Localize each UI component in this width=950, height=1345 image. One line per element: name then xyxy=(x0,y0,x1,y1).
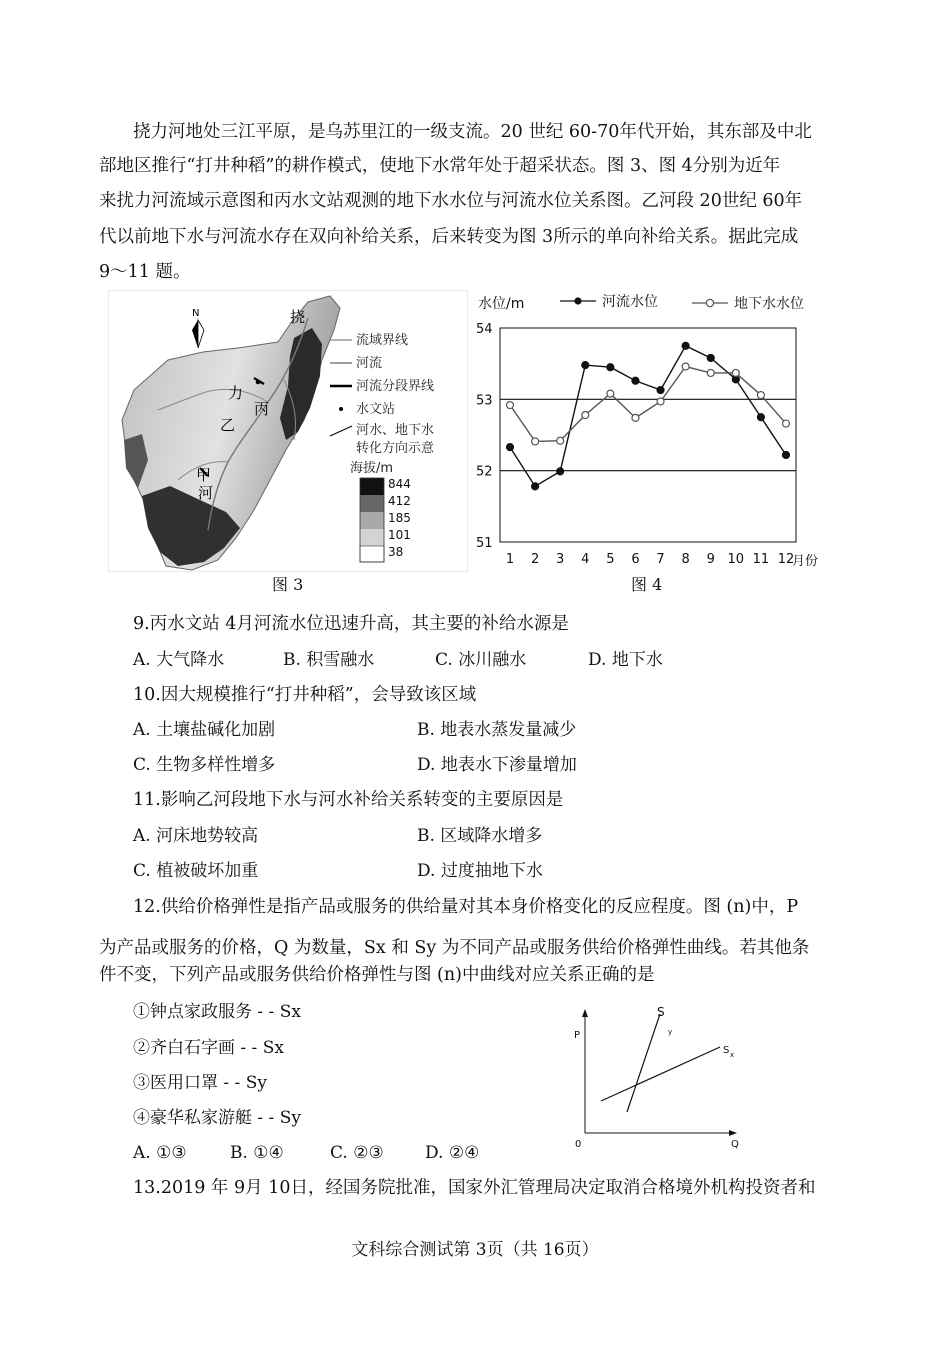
groundwater-point xyxy=(532,438,539,445)
river-point xyxy=(757,414,764,421)
river-point xyxy=(632,377,639,384)
sx-label: S xyxy=(723,1045,730,1056)
svg-text:水文站: 水文站 xyxy=(356,402,396,417)
river-point xyxy=(532,483,539,490)
svg-text:河流分段界线: 河流分段界线 xyxy=(356,379,435,394)
sx-subscript: x xyxy=(730,1051,735,1059)
chart-ylabel: 水位/m xyxy=(478,296,525,312)
q12-item-3: ③医用口罩 - - Sy xyxy=(133,1073,267,1093)
sy-label: S xyxy=(657,1005,665,1019)
river-point xyxy=(657,387,664,394)
label-he: 河 xyxy=(198,484,214,502)
label-li: 力 xyxy=(228,384,244,402)
figure4-chart xyxy=(468,290,830,572)
q12-stem-line-2: 为产品或服务的价格，Q 为数量，Sx 和 Sy 为不同产品或服务供给价格弹性曲线。若其他条 xyxy=(99,938,810,958)
x-tick-label: 11 xyxy=(752,552,770,567)
groundwater-point xyxy=(682,363,689,370)
q12-stem-line-1: 12.供给价格弹性是指产品或服务的供给量对其本身价格变化的反应程度。图 (n)中，P xyxy=(133,897,799,917)
passage-line-2: 部地区推行“打井种稻”的耕作模式，使地下水常年处于超采状态。图 3、图 4分别为近年 xyxy=(99,156,781,176)
page-footer: 文科综合测试第 3页（共 16页） xyxy=(351,1240,599,1260)
y-tick-label: 51 xyxy=(476,536,493,551)
x-tick-label: 2 xyxy=(530,552,540,567)
groundwater-point xyxy=(732,369,739,376)
q12-option-c[interactable]: C. ②③ xyxy=(330,1143,384,1163)
svg-text:844: 844 xyxy=(388,477,411,491)
groundwater-point xyxy=(707,369,714,376)
groundwater-point xyxy=(657,398,664,405)
passage-line-4: 代以前地下水与河流水存在双向补给关系，后来转变为图 3所示的单向补给关系。据此完成 xyxy=(99,227,799,247)
x-tick-label: 4 xyxy=(581,552,590,567)
q12-option-b[interactable]: B. ①④ xyxy=(230,1143,284,1163)
svg-text:412: 412 xyxy=(388,494,411,508)
hydro-station xyxy=(256,380,261,385)
y-tick-label: 54 xyxy=(476,322,493,337)
q12-item-4: ④豪华私家游艇 - - Sy xyxy=(133,1108,301,1128)
legend-ground: 地下水水位 xyxy=(734,296,804,312)
passage-line-3: 来扰力河流域示意图和丙水文站观测的地下水水位与河流水位关系图。乙河段 20世纪 60年 xyxy=(99,191,803,211)
label-yi: 乙 xyxy=(220,416,236,434)
groundwater-point xyxy=(607,390,614,397)
svg-text:流域界线: 流域界线 xyxy=(356,333,409,348)
q10-option-a[interactable]: A. 土壤盐碱化加剧 xyxy=(133,720,276,740)
sy-subscript: y xyxy=(668,1028,673,1036)
q12-option-d[interactable]: D. ②④ xyxy=(425,1143,480,1163)
q9-option-b[interactable]: B. 积雪融水 xyxy=(283,650,375,670)
svg-text:101: 101 xyxy=(388,528,411,542)
x-tick-label: 3 xyxy=(556,552,565,567)
q12-option-a[interactable]: A. ①③ xyxy=(133,1143,187,1163)
label-jia: 甲 xyxy=(196,466,212,484)
svg-text:河水、地下水: 河水、地下水 xyxy=(356,423,435,438)
q11-option-d[interactable]: D. 过度抽地下水 xyxy=(417,861,543,881)
groundwater-point xyxy=(507,402,514,409)
q10-option-b[interactable]: B. 地表水蒸发量减少 xyxy=(417,720,577,740)
figure3-caption: 图 3 xyxy=(272,575,304,594)
groundwater-point xyxy=(582,412,589,419)
q13-stem: 13.2019 年 9月 10日，经国务院批准，国家外汇管理局决定取消合格境外机构投资者和 xyxy=(133,1178,816,1198)
q11-stem: 11.影响乙河段地下水与河水补给关系转变的主要原因是 xyxy=(133,790,564,810)
svg-text:转化方向示意: 转化方向示意 xyxy=(356,441,435,456)
x-tick-label: 9 xyxy=(706,552,715,567)
river-point xyxy=(557,468,564,475)
q10-option-c[interactable]: C. 生物多样性增多 xyxy=(133,755,276,775)
river-point xyxy=(682,342,689,349)
passage-line-1: 挠力河地处三江平原，是乌苏里江的一级支流。20 世纪 60-70年代开始，其东部及中北 xyxy=(133,122,812,142)
origin-label: 0 xyxy=(575,1139,582,1150)
q11-option-b[interactable]: B. 区域降水增多 xyxy=(417,826,543,846)
q-label: Q xyxy=(731,1139,739,1150)
svg-text:185: 185 xyxy=(388,511,411,525)
y-tick-label: 53 xyxy=(476,393,493,409)
legend-river: 河流水位 xyxy=(602,294,658,310)
label-bing: 丙 xyxy=(254,400,270,418)
supply-elasticity-figure xyxy=(565,1005,755,1150)
river-point xyxy=(707,354,714,361)
chart-xunit: 月份 xyxy=(792,554,819,569)
svg-text:河流: 河流 xyxy=(356,356,383,371)
q10-option-d[interactable]: D. 地表水下渗量增加 xyxy=(417,755,577,775)
x-tick-label: 10 xyxy=(727,552,745,567)
q9-option-d[interactable]: D. 地下水 xyxy=(588,650,663,670)
river-point xyxy=(607,364,614,371)
groundwater-point xyxy=(557,437,564,444)
x-tick-label: 7 xyxy=(656,552,665,567)
figure4-caption: 图 4 xyxy=(631,575,663,594)
curve-sy xyxy=(627,1014,660,1112)
x-tick-label: 8 xyxy=(681,552,690,567)
q11-option-c[interactable]: C. 植被破坏加重 xyxy=(133,861,259,881)
y-tick-label: 52 xyxy=(476,464,493,480)
q12-item-1: ①钟点家政服务 - - Sx xyxy=(133,1002,301,1022)
groundwater-point xyxy=(757,392,764,399)
q9-stem: 9.丙水文站 4月河流水位迅速升高，其主要的补给水源是 xyxy=(133,614,569,634)
passage-line-5: 9～11 题。 xyxy=(99,262,191,282)
river-point xyxy=(507,444,514,451)
groundwater-point xyxy=(632,414,639,421)
svg-text:N: N xyxy=(192,308,200,319)
svg-text:38: 38 xyxy=(388,545,404,559)
x-tick-label: 5 xyxy=(606,552,615,567)
figure3-map xyxy=(108,290,468,572)
x-tick-label: 12 xyxy=(777,552,795,567)
q10-stem: 10.因大规模推行“打井种稻”，会导致该区域 xyxy=(133,685,477,705)
groundwater-point xyxy=(783,420,790,427)
svg-text:海拔/m: 海拔/m xyxy=(350,461,394,476)
river-point xyxy=(783,451,790,458)
x-tick-label: 6 xyxy=(631,552,640,567)
q9-option-a[interactable]: A. 大气降水 xyxy=(133,650,225,670)
p-label: P xyxy=(574,1030,581,1041)
q12-item-2: ②齐白石字画 - - Sx xyxy=(133,1038,284,1058)
river-point xyxy=(582,362,589,369)
curve-sx xyxy=(601,1047,720,1101)
q9-option-c[interactable]: C. 冰川融水 xyxy=(435,650,527,670)
q12-stem-line-3: 件不变，下列产品或服务供给价格弹性与图 (n)中曲线对应关系正确的是 xyxy=(99,965,655,985)
label-nao: 挠 xyxy=(290,308,306,326)
x-tick-label: 1 xyxy=(505,552,515,567)
q11-option-a[interactable]: A. 河床地势较高 xyxy=(133,826,259,846)
